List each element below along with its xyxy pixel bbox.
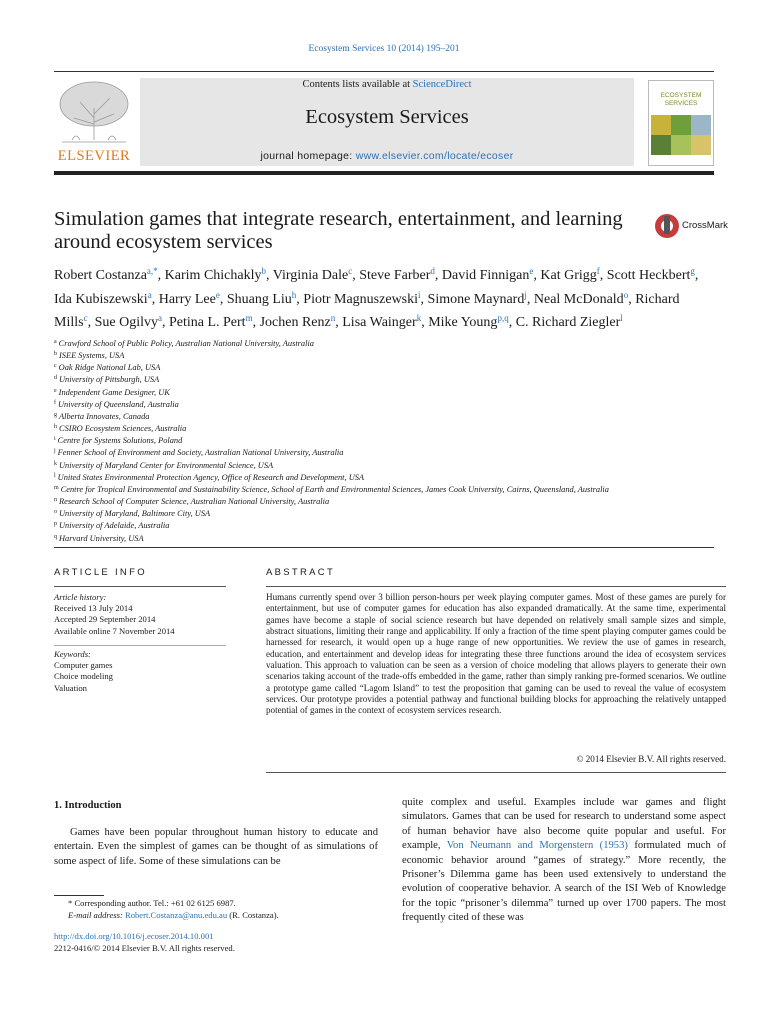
author-name[interactable]: Virginia Dale — [272, 268, 349, 283]
intro-text: quite complex and useful. Examples include war games and flight simulators. Games that can be used for research to understand some aspect of human behavior have also become quite popular and useful. For example, — [402, 797, 726, 852]
abstract-bottom-rule — [266, 772, 726, 773]
author-name[interactable]: Simone Maynard — [427, 291, 525, 307]
contents-prefix: Contents lists available at — [302, 79, 413, 90]
journal-name: Ecosystem Services — [305, 106, 469, 128]
affiliation-key: m — [54, 484, 59, 491]
affiliation-text: Research School of Computer Science, Australian National University, Australia — [59, 497, 330, 507]
doi-link[interactable]: http://dx.doi.org/10.1016/j.ecoser.2014.10.001 — [54, 931, 214, 941]
affiliation-item — [54, 471, 714, 483]
affiliation-key: p — [54, 521, 57, 528]
affiliation-key: b — [54, 351, 57, 358]
author-affiliation-marker[interactable]: p,q — [497, 313, 509, 323]
author-separator: , — [694, 268, 699, 283]
received-date: Received 13 July 2014 — [54, 603, 133, 614]
author-separator: , — [335, 315, 343, 330]
author-name[interactable]: Richard Mills — [54, 291, 680, 330]
author-name[interactable]: Petina L. Pert — [168, 315, 246, 330]
affiliation-text: University of Queensland, Australia — [58, 399, 179, 409]
affiliation-item — [54, 337, 714, 349]
author-name[interactable]: Kat Grigg — [540, 268, 597, 283]
crossmark-icon — [654, 212, 680, 242]
affiliation-key: e — [54, 387, 57, 394]
author-name[interactable]: Scott Heckbert — [606, 268, 691, 283]
affiliation-text: Independent Game Designer, UK — [58, 387, 170, 397]
email-suffix: (R. Costanza). — [227, 909, 279, 920]
affiliation-text: Crawford School of Public Policy, Australian National University, Australia — [58, 339, 314, 348]
author-separator: , — [296, 291, 304, 307]
author-affiliation-marker[interactable]: e — [215, 289, 220, 300]
affiliation-item — [54, 398, 714, 410]
header-top-rule — [54, 71, 714, 72]
author-name[interactable]: Karim Chichakly — [164, 268, 262, 283]
author-affiliation-marker[interactable]: e — [529, 266, 534, 276]
keywords-block — [54, 649, 226, 694]
affiliation-text: Centre for Tropical Environmental and Sustainability Science, School of Earth and Environmental Sciences, James Cook University, Cairns, Queensland, Australia — [60, 484, 609, 494]
affiliation-text: University of Maryland, Baltimore City, USA — [59, 509, 211, 519]
keyword: Choice modeling — [54, 671, 113, 682]
affiliation-item — [54, 459, 714, 471]
affiliation-item — [54, 386, 714, 398]
article-title: Simulation games that integrate research, entertainment, and learning around ecosystem services — [54, 208, 623, 253]
author-separator: , — [421, 315, 429, 330]
abstract-rule — [266, 586, 726, 587]
keyword: Valuation — [54, 682, 87, 693]
author-separator: , — [420, 291, 428, 307]
affiliation-list — [54, 337, 714, 544]
author-separator: , — [252, 315, 260, 330]
author-separator: , — [628, 291, 636, 307]
affiliation-key: i — [54, 436, 56, 443]
author-affiliation-marker[interactable]: n — [330, 313, 336, 323]
author-affiliation-marker[interactable]: i — [418, 289, 421, 300]
author-affiliation-marker[interactable]: c — [348, 266, 353, 276]
author-name[interactable]: Ida Kubiszewski — [54, 291, 148, 307]
elsevier-wordmark: ELSEVIER — [57, 148, 131, 164]
affiliation-key: d — [54, 375, 57, 382]
article-info-rule — [54, 586, 226, 587]
journal-reference[interactable]: Ecosystem Services 10 (2014) 195–201 — [308, 44, 460, 54]
author-separator: , — [87, 315, 95, 330]
author-separator: , — [508, 315, 516, 330]
author-name[interactable]: Shuang Liu — [226, 291, 292, 307]
abstract-heading: ABSTRACT — [266, 567, 336, 578]
author-affiliation-marker[interactable]: f — [596, 266, 600, 276]
footnote-rule — [54, 895, 104, 896]
issn-line: 2212-0416/© 2014 Elsevier B.V. All rights reserved. — [54, 942, 235, 953]
affiliation-item — [54, 410, 714, 422]
affiliation-key: f — [54, 399, 56, 406]
affiliation-item — [54, 495, 714, 507]
author-affiliation-marker[interactable]: a — [147, 289, 152, 300]
affiliation-key: h — [54, 424, 57, 431]
homepage-link[interactable]: www.elsevier.com/locate/ecoser — [355, 150, 514, 162]
corresponding-author-footnote — [54, 898, 378, 922]
affiliation-item — [54, 519, 714, 531]
author-name[interactable]: Lisa Wainger — [342, 315, 417, 330]
affiliation-key: l — [54, 472, 56, 479]
affiliation-key: g — [54, 411, 57, 418]
affiliation-item — [54, 373, 714, 385]
header-bottom-rule — [54, 171, 714, 175]
copyright-notice: © 2014 Elsevier B.V. All rights reserved. — [576, 754, 726, 764]
section-divider — [54, 547, 714, 548]
author-affiliation-marker[interactable]: b — [261, 266, 266, 276]
intro-text: formulated much of economic behavior around “games of strategy.” More recently, the Prisoner’s Dilemma game has been used extensively to understand the evolution of cooperative behavior. A search of the ISI Web of Knowledge for the topic “prisoner’s dilemma” turned up over 1700 papers. The most frequently cited of these was — [402, 840, 726, 924]
author-affiliation-marker[interactable]: m — [245, 313, 253, 323]
email-label: E-mail address: — [68, 909, 125, 920]
affiliation-item — [54, 483, 714, 495]
affiliation-item — [54, 349, 714, 361]
author-name[interactable]: C. Richard Ziegler — [515, 315, 621, 330]
homepage-line — [140, 150, 634, 162]
affiliation-item — [54, 361, 714, 373]
author-name[interactable]: David Finnigan — [441, 268, 530, 283]
author-separator: , — [265, 268, 273, 283]
affiliation-text: University of Adelaide, Australia — [59, 521, 170, 531]
author-separator: , — [526, 291, 534, 307]
author-affiliation-marker[interactable]: d — [430, 266, 435, 276]
author-affiliation-marker[interactable]: a — [157, 313, 162, 323]
online-date: Available online 7 November 2014 — [54, 625, 175, 636]
doi-block — [54, 931, 378, 955]
author-separator: , — [157, 268, 165, 283]
affiliation-text: University of Pittsburgh, USA — [59, 375, 160, 385]
affiliation-item — [54, 532, 714, 544]
author-name[interactable]: Robert Costanza — [54, 268, 147, 283]
author-affiliation-marker[interactable]: k — [416, 313, 422, 323]
author-affiliation-marker[interactable]: l — [620, 313, 623, 323]
author-affiliation-marker[interactable]: c — [83, 313, 88, 323]
affiliation-text: Centre for Systems Solutions, Poland — [57, 436, 183, 446]
affiliation-item — [54, 507, 714, 519]
author-affiliation-marker[interactable]: a,* — [146, 266, 158, 276]
author-separator: , — [151, 291, 159, 307]
article-history — [54, 592, 226, 637]
author-separator: , — [533, 268, 541, 283]
author-name[interactable]: Harry Lee — [158, 291, 216, 307]
contents-line — [140, 79, 634, 90]
affiliation-key: n — [54, 497, 57, 504]
intro-paragraph-right — [402, 796, 726, 926]
author-separator: , — [161, 315, 169, 330]
keywords-rule — [54, 645, 226, 646]
affiliation-key: q — [54, 533, 57, 540]
author-name[interactable]: Jochen Renz — [259, 315, 331, 330]
author-separator: , — [599, 268, 607, 283]
author-name[interactable]: Mike Young — [428, 315, 498, 330]
author-affiliation-marker[interactable]: o — [623, 289, 629, 300]
author-list — [54, 262, 714, 333]
intro-paragraph-left: Games have been popular throughout human history to educate and entertain. Even the simplest of games can be thought of as simulations of some aspect of life. Some of these simulations can be — [54, 827, 378, 867]
affiliation-text: Harvard University, USA — [59, 533, 144, 543]
abstract-text: Humans currently spend over 3 billion person-hours per week playing computer games. Most of these games are purely for entertainment, but use of computer games for education has also expanded dramatically. At the same time, experimental games have become a staple of social science research but have depended on relatively small sample sizes and simple, abstract situations, limiting their range and applicability. If only a fraction of the time spent playing computer games could be harnessed for research, it would open up a huge range of new opportunities. We review the use of games in research, education, and entertainment and develop ideas for integrating these three functions around the idea of ecosystem services valuation. This approach to valuation can be seen as a version of choice modeling that allows players to generate their own scenarios taking account of the trade-offs embedded in the game, rather than simply ranking pre-formed scenarios. We outline a prototype game called “Lagom Island” to test the proposition that gaming can be used to reveal the value of ecosystem services. Our prototype provides a potential pathway and functional building blocks for approaching the relatively untapped potential of games in the context of ecosystem services research. — [266, 592, 726, 716]
affiliation-item — [54, 434, 714, 446]
history-label: Article history: — [54, 592, 107, 602]
affiliation-text: Oak Ridge National Lab, USA — [58, 363, 161, 373]
affiliation-text: University of Maryland Center for Environmental Science, USA — [59, 460, 274, 470]
affiliation-key: o — [54, 509, 57, 516]
citation-link[interactable]: Von Neumann and Morgenstern (1953) — [446, 840, 628, 852]
author-name[interactable]: Steve Farber — [359, 268, 431, 283]
homepage-prefix: journal homepage: — [260, 150, 356, 162]
affiliation-item — [54, 446, 714, 458]
author-separator: , — [219, 291, 227, 307]
author-name[interactable]: Piotr Magnuszewski — [303, 291, 419, 307]
affiliation-item — [54, 422, 714, 434]
introduction-heading: 1. Introduction — [54, 800, 122, 811]
affiliation-key: j — [54, 448, 56, 455]
affiliation-text: United States Environmental Protection Agency, Office of Research and Development, USA — [57, 472, 365, 482]
corresponding-author: * Corresponding author. Tel.: +61 02 6125 6987. — [68, 898, 236, 908]
email-link[interactable]: Robert.Costanza@anu.edu.au — [124, 909, 228, 920]
affiliation-key: c — [54, 363, 57, 370]
journal-cover-thumbnail — [648, 80, 714, 166]
affiliation-key: a — [54, 339, 57, 345]
affiliation-text: Fenner School of Environment and Society, Australian National University, Australia — [57, 448, 344, 458]
sciencedirect-link[interactable]: ScienceDirect — [412, 79, 472, 90]
accepted-date: Accepted 29 September 2014 — [54, 614, 156, 625]
author-affiliation-marker[interactable]: j — [524, 289, 527, 300]
affiliation-text: Alberta Innovates, Canada — [59, 411, 150, 421]
author-separator: , — [434, 268, 442, 283]
author-affiliation-marker[interactable]: h — [291, 289, 297, 300]
affiliation-text: CSIRO Ecosystem Sciences, Australia — [59, 424, 187, 434]
affiliation-key: k — [54, 460, 57, 467]
author-affiliation-marker[interactable]: g — [690, 266, 695, 276]
cover-title-line2: SERVICES — [664, 100, 698, 107]
cover-title-line1: ECOSYSTEM — [660, 92, 702, 99]
author-separator: , — [352, 268, 360, 283]
keyword: Computer games — [54, 660, 113, 671]
keywords-label: Keywords: — [54, 649, 91, 659]
crossmark-label[interactable]: CrossMark — [682, 220, 728, 231]
author-name[interactable]: Neal McDonald — [533, 291, 624, 307]
author-name[interactable]: Sue Ogilvy — [94, 315, 158, 330]
affiliation-text: ISEE Systems, USA — [59, 351, 125, 361]
article-info-heading: ARTICLE INFO — [54, 567, 147, 578]
